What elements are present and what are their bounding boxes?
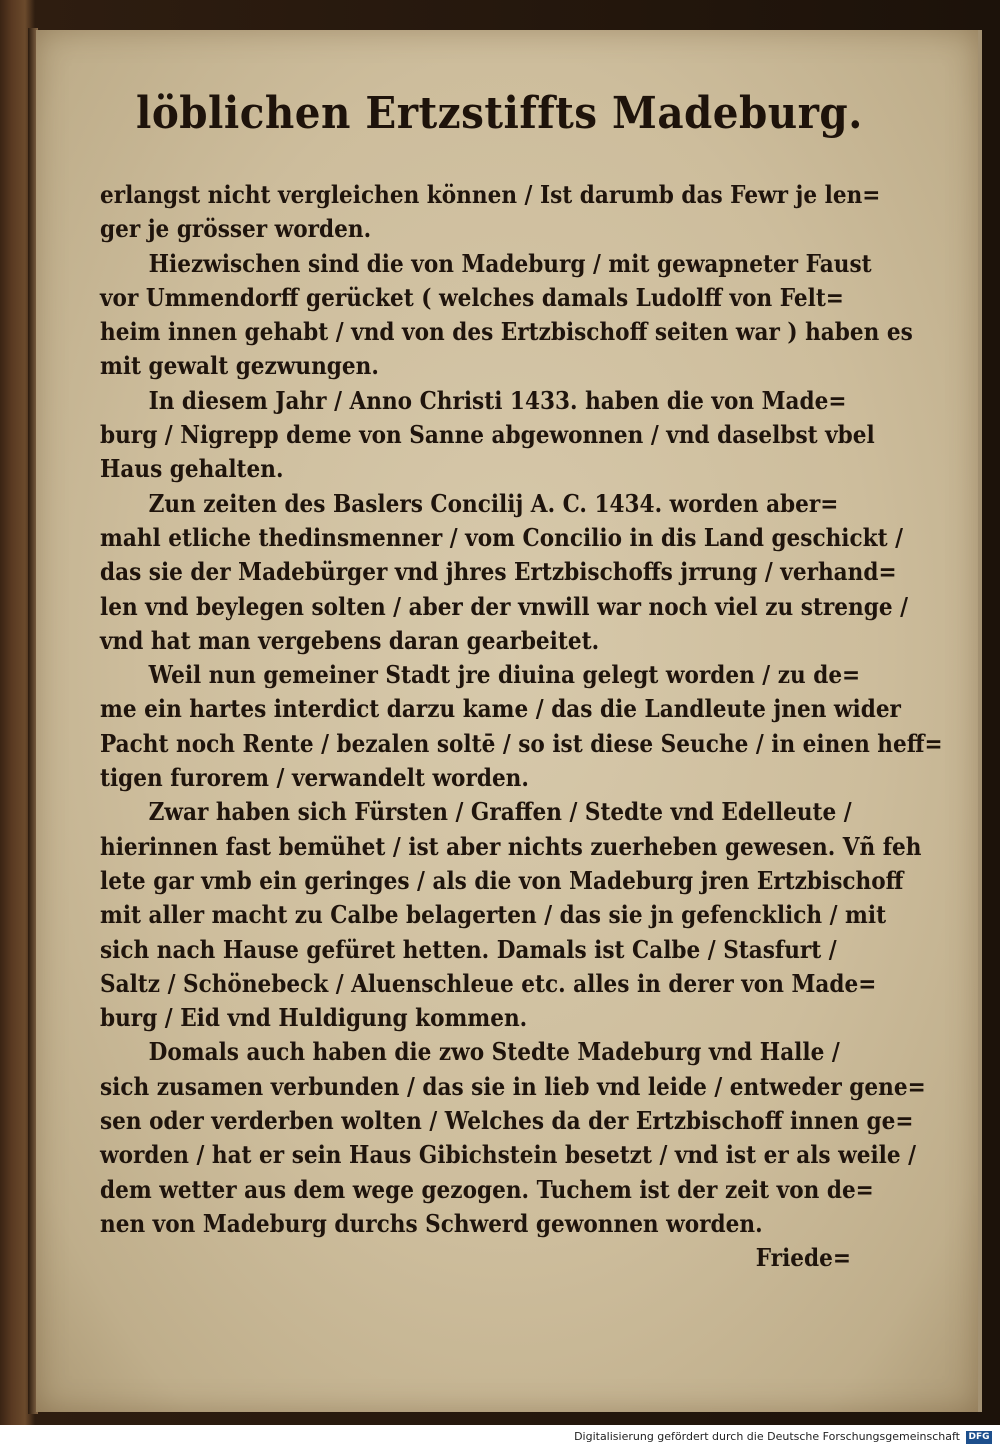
text-line: burg / Nigrepp deme von Sanne abgewonnen / vnd daselbst vbel [100,420,875,450]
text-line: ger je grösser worden. [100,214,372,244]
text-line: In diesem Jahr / Anno Christi 1433. haben die von Made= [148,385,847,415]
text-line: vnd hat man vergebens daran gearbeitet. [100,625,600,655]
text-line: Zwar haben sich Fürsten / Graffen / Stedte vnd Edelleute / [148,797,852,827]
text-line: heim innen gehabt / vnd von des Ertzbischoff seiten war ) haben es [100,317,913,347]
text-line: sich nach Hause gefüret hetten. Damals ist Calbe / Stasfurt / [100,934,837,964]
text-block [100,178,943,1276]
text-line: tigen furorem / verwandelt worden. [100,763,529,793]
text-line: nen von Madeburg durchs Schwerd gewonnen worden. [100,1208,763,1238]
text-line: erlangst nicht vergleichen können / Ist darumb das Fewr je len= [100,180,881,209]
text-line: worden / hat er sein Haus Gibichstein besetzt / vnd ist er als weile / [100,1140,917,1170]
text-line: hierinnen fast bemühet / ist aber nichts zuerheben gewesen. Vñ feh [100,831,922,861]
text-line: Pacht noch Rente / bezalen soltē / so ist diese Seuche / in einen heff= [100,728,943,758]
text-line: len vnd beylegen solten / aber der vnwill war noch viel zu strenge / [100,591,908,621]
text-line: lete gar vmb ein geringes / als die von Madeburg jren Ertzbischoff [100,865,904,895]
text-line: mit aller macht zu Calbe belagerten / das sie jn gefencklich / mit [100,900,887,930]
catchword: Friede= [755,1243,851,1273]
text-line: Saltz / Schönebeck / Aluenschleue etc. alles in derer von Made= [100,968,877,998]
text-line: Zun zeiten des Baslers Concilij A. C. 1434. worden aber= [148,488,839,518]
footer-credit: Digitalisierung gefördert durch die Deutsche Forschungsgemeinschaft [574,1430,960,1443]
text-line: me ein hartes interdict darzu kame / das die Landleute jnen wider [100,694,901,724]
text-line: sich zusamen verbunden / das sie in lieb vnd leide / entweder gene= [100,1071,926,1101]
text-line: dem wetter aus dem wege gezogen. Tuchem ist der zeit von de= [100,1174,874,1204]
text-line: vor Ummendorff gerücket ( welches damals Ludolff von Felt= [100,282,844,312]
book-page [36,30,982,1412]
text-line: mahl etliche thedinsmenner / vom Concilio in dis Land geschickt / [100,522,904,552]
text-line: das sie der Madebürger vnd jhres Ertzbischoffs jrrung / verhand= [100,557,897,587]
text-line: Haus gehalten. [100,454,284,484]
dfg-logo-icon: DFG [966,1431,992,1444]
text-line: Domals auch haben die zwo Stedte Madeburg vnd Halle / [148,1037,840,1067]
text-line: sen oder verderben wolten / Welches da der Ertzbischoff innen ge= [100,1106,914,1136]
footer-bar [0,1425,1000,1449]
text-line: Hiezwischen sind die von Madeburg / mit gewapneter Faust [148,248,872,278]
text-line: mit gewalt gezwungen. [100,351,379,381]
running-head: löblichen Ertzstiffts Madeburg. [136,88,863,139]
text-line: Weil nun gemeiner Stadt jre diuina gelegt worden / zu de= [148,660,861,690]
text-line: burg / Eid vnd Huldigung kommen. [100,1003,528,1033]
